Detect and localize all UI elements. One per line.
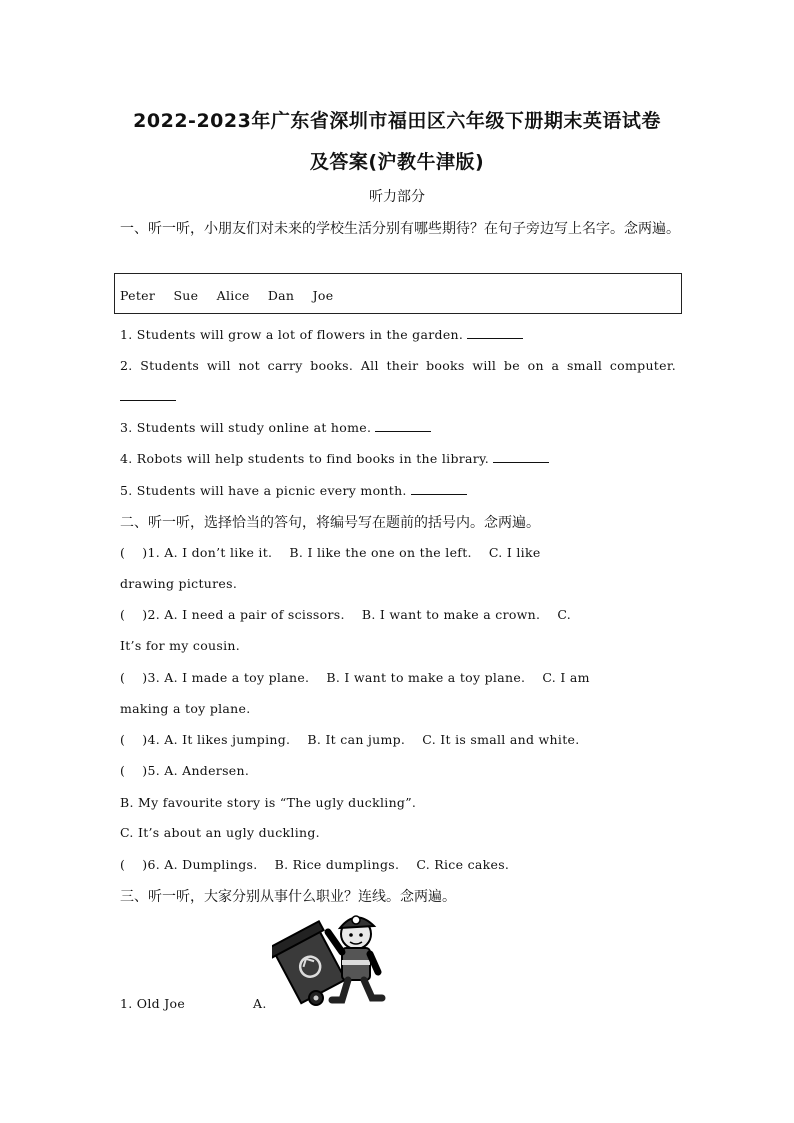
answer-blank[interactable]: [375, 430, 431, 432]
section2-line-10: C. It’s about an ugly duckling.: [120, 825, 320, 840]
name-alice: Alice: [216, 288, 250, 303]
part-label: 听力部分: [369, 189, 425, 205]
name-peter: Peter: [120, 288, 156, 303]
garbage-collector-illustration: [272, 908, 394, 1008]
section2-line-2: drawing pictures.: [120, 576, 238, 591]
answer-blank[interactable]: [120, 399, 176, 401]
section3-item-1: 1. Old Joe: [120, 996, 186, 1011]
section1-item-1: 1. Students will grow a lot of flowers in the garden.: [120, 327, 676, 342]
section1-item-2: 2. Students will not carry books. All their books will be on a small computer.: [120, 358, 676, 373]
section2-line-6: making a toy plane.: [120, 701, 251, 716]
section3-heading: 三、听一听，大家分别从事什么职业？连线。念两遍。: [120, 889, 456, 905]
section2-line-9: B. My favourite story is “The ugly duckling”.: [120, 795, 417, 810]
section2-line-3: ( )2. A. I need a pair of scissors. B. I want to make a crown. C.: [120, 607, 572, 622]
section2-line-5: ( )3. A. I made a toy plane. B. I want to make a toy plane. C. I am: [120, 670, 590, 685]
name-dan: Dan: [267, 288, 295, 303]
section2-line-4: It’s for my cousin.: [120, 638, 241, 653]
document-title-line-1: 2022-2023年广东省深圳市福田区六年级下册期末英语试卷: [133, 110, 661, 132]
section1-item-3: 3. Students will study online at home.: [120, 420, 676, 435]
answer-blank[interactable]: [411, 493, 467, 495]
section2-line-8: ( )5. A. Andersen.: [120, 763, 250, 778]
name-joe: Joe: [312, 288, 334, 303]
section1-heading: 一、听一听，小朋友们对未来的学校生活分别有哪些期待？在句子旁边写上名字。念两遍。: [120, 221, 680, 237]
name-list: [120, 288, 347, 303]
section1-item-2-blank-line: [120, 389, 676, 404]
section3-option-a: A.: [253, 996, 267, 1011]
section2-heading: 二、听一听，选择恰当的答句，将编号写在题前的括号内。念两遍。: [120, 515, 540, 531]
answer-blank[interactable]: [493, 461, 549, 463]
section1-item-4: 4. Robots will help students to find books in the library.: [120, 451, 676, 466]
answer-blank[interactable]: [467, 337, 523, 339]
section2-line-1: ( )1. A. I don’t like it. B. I like the one on the left. C. I like: [120, 545, 541, 560]
section2-line-7: ( )4. A. It likes jumping. B. It can jump. C. It is small and white.: [120, 732, 580, 747]
document-title-line-2: 及答案(沪教牛津版): [309, 151, 485, 173]
name-sue: Sue: [173, 288, 199, 303]
section1-item-5: 5. Students will have a picnic every month.: [120, 483, 676, 498]
section2-line-11: ( )6. A. Dumplings. B. Rice dumplings. C. Rice cakes.: [120, 857, 510, 872]
name-box: [114, 273, 682, 314]
